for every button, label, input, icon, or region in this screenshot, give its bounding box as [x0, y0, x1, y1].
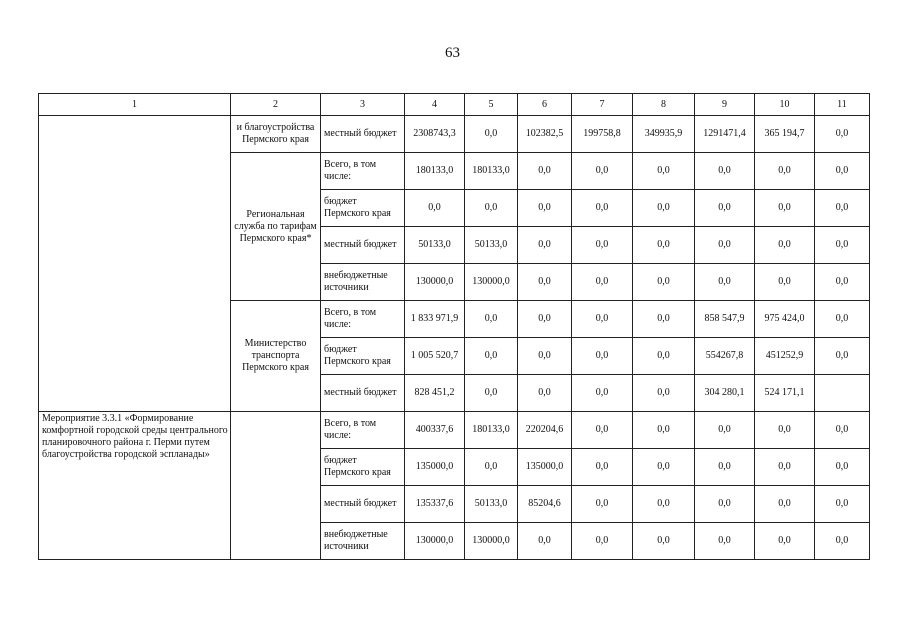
- value-cell: 0,0: [572, 227, 633, 264]
- value-cell: 0,0: [695, 264, 755, 301]
- executor-cell: и благоустройства Пермского края: [231, 116, 321, 153]
- value-cell: [815, 375, 870, 412]
- value-cell: 0,0: [815, 523, 870, 560]
- budget-table: [38, 93, 870, 560]
- value-cell: 0,0: [465, 116, 518, 153]
- value-cell: 0,0: [633, 523, 695, 560]
- value-cell: 0,0: [572, 153, 633, 190]
- value-cell: 0,0: [815, 412, 870, 449]
- value-cell: 0,0: [755, 153, 815, 190]
- column-header-1: 1: [39, 94, 231, 116]
- value-cell: 0,0: [815, 338, 870, 375]
- value-cell: 0,0: [633, 486, 695, 523]
- value-cell: 0,0: [695, 523, 755, 560]
- value-cell: 0,0: [518, 523, 572, 560]
- value-cell: 0,0: [755, 190, 815, 227]
- column-header-6: 6: [518, 94, 572, 116]
- funding-source-cell: местный бюджет: [321, 116, 405, 153]
- column-header-11: 11: [815, 94, 870, 116]
- column-header-2: 2: [231, 94, 321, 116]
- value-cell: 0,0: [695, 227, 755, 264]
- value-cell: 0,0: [755, 523, 815, 560]
- column-header-4: 4: [405, 94, 465, 116]
- value-cell: 0,0: [815, 227, 870, 264]
- value-cell: 0,0: [518, 301, 572, 338]
- value-cell: 1291471,4: [695, 116, 755, 153]
- column-header-5: 5: [465, 94, 518, 116]
- value-cell: 0,0: [518, 190, 572, 227]
- value-cell: 0,0: [518, 338, 572, 375]
- funding-source-cell: бюджет Пермского края: [321, 338, 405, 375]
- value-cell: 135337,6: [405, 486, 465, 523]
- value-cell: 400337,6: [405, 412, 465, 449]
- value-cell: 0,0: [633, 301, 695, 338]
- value-cell: 130000,0: [405, 264, 465, 301]
- value-cell: 858 547,9: [695, 301, 755, 338]
- column-header-10: 10: [755, 94, 815, 116]
- funding-source-cell: внебюджетные источники: [321, 523, 405, 560]
- value-cell: 130000,0: [405, 523, 465, 560]
- column-header-8: 8: [633, 94, 695, 116]
- value-cell: 1 833 971,9: [405, 301, 465, 338]
- value-cell: 135000,0: [518, 449, 572, 486]
- value-cell: 0,0: [633, 153, 695, 190]
- value-cell: 0,0: [755, 264, 815, 301]
- value-cell: 524 171,1: [755, 375, 815, 412]
- value-cell: 365 194,7: [755, 116, 815, 153]
- value-cell: 0,0: [572, 486, 633, 523]
- value-cell: 0,0: [633, 338, 695, 375]
- value-cell: 0,0: [465, 375, 518, 412]
- executor-cell: Министерство транспорта Пермского края: [231, 301, 321, 412]
- value-cell: 0,0: [755, 486, 815, 523]
- header-row: [39, 94, 870, 116]
- value-cell: 135000,0: [405, 449, 465, 486]
- page-number: 63: [445, 45, 460, 61]
- value-cell: 0,0: [405, 190, 465, 227]
- value-cell: 0,0: [465, 338, 518, 375]
- value-cell: 180133,0: [465, 412, 518, 449]
- value-cell: 0,0: [518, 375, 572, 412]
- value-cell: 0,0: [633, 449, 695, 486]
- value-cell: 0,0: [518, 227, 572, 264]
- funding-source-cell: местный бюджет: [321, 227, 405, 264]
- value-cell: 0,0: [465, 449, 518, 486]
- value-cell: 0,0: [572, 338, 633, 375]
- value-cell: 828 451,2: [405, 375, 465, 412]
- value-cell: 50133,0: [465, 486, 518, 523]
- value-cell: 0,0: [815, 264, 870, 301]
- value-cell: 0,0: [465, 301, 518, 338]
- value-cell: 0,0: [815, 301, 870, 338]
- funding-source-cell: местный бюджет: [321, 375, 405, 412]
- value-cell: 0,0: [815, 449, 870, 486]
- value-cell: 0,0: [695, 412, 755, 449]
- value-cell: 0,0: [572, 449, 633, 486]
- value-cell: 0,0: [572, 375, 633, 412]
- value-cell: 0,0: [815, 190, 870, 227]
- value-cell: 0,0: [572, 301, 633, 338]
- value-cell: 0,0: [633, 375, 695, 412]
- value-cell: 2308743,3: [405, 116, 465, 153]
- value-cell: 0,0: [755, 227, 815, 264]
- value-cell: 102382,5: [518, 116, 572, 153]
- column-header-3: 3: [321, 94, 405, 116]
- table-row: [39, 116, 870, 153]
- executor-cell: Региональная служба по тарифам Пермского края*: [231, 153, 321, 301]
- value-cell: 0,0: [572, 264, 633, 301]
- value-cell: 0,0: [695, 449, 755, 486]
- value-cell: 0,0: [572, 412, 633, 449]
- value-cell: 199758,8: [572, 116, 633, 153]
- value-cell: 0,0: [695, 486, 755, 523]
- value-cell: 0,0: [518, 153, 572, 190]
- value-cell: 0,0: [633, 264, 695, 301]
- executor-cell: [231, 412, 321, 560]
- funding-source-cell: бюджет Пермского края: [321, 190, 405, 227]
- column-header-7: 7: [572, 94, 633, 116]
- funding-source-cell: внебюджетные источники: [321, 264, 405, 301]
- value-cell: 0,0: [695, 153, 755, 190]
- value-cell: 85204,6: [518, 486, 572, 523]
- value-cell: 0,0: [572, 523, 633, 560]
- value-cell: 0,0: [815, 116, 870, 153]
- value-cell: 180133,0: [405, 153, 465, 190]
- value-cell: 130000,0: [465, 264, 518, 301]
- value-cell: 180133,0: [465, 153, 518, 190]
- value-cell: 0,0: [755, 449, 815, 486]
- value-cell: 975 424,0: [755, 301, 815, 338]
- value-cell: 50133,0: [405, 227, 465, 264]
- value-cell: 50133,0: [465, 227, 518, 264]
- value-cell: 349935,9: [633, 116, 695, 153]
- value-cell: 220204,6: [518, 412, 572, 449]
- value-cell: 0,0: [755, 412, 815, 449]
- value-cell: 1 005 520,7: [405, 338, 465, 375]
- funding-source-cell: Всего, в том числе:: [321, 412, 405, 449]
- value-cell: 0,0: [518, 264, 572, 301]
- column-header-9: 9: [695, 94, 755, 116]
- activity-cell: [39, 116, 231, 412]
- value-cell: 0,0: [815, 153, 870, 190]
- value-cell: 0,0: [633, 190, 695, 227]
- funding-source-cell: местный бюджет: [321, 486, 405, 523]
- value-cell: 554267,8: [695, 338, 755, 375]
- value-cell: 0,0: [633, 227, 695, 264]
- value-cell: 0,0: [572, 190, 633, 227]
- value-cell: 0,0: [815, 486, 870, 523]
- value-cell: 0,0: [633, 412, 695, 449]
- value-cell: 0,0: [465, 190, 518, 227]
- activity-cell: Мероприятие 3.3.1 «Формирование комфортной городской среды центрального планировочного района г. Перми путем благоустройства городской эспланады»: [39, 412, 231, 560]
- funding-source-cell: бюджет Пермского края: [321, 449, 405, 486]
- value-cell: 304 280,1: [695, 375, 755, 412]
- funding-source-cell: Всего, в том числе:: [321, 153, 405, 190]
- funding-source-cell: Всего, в том числе:: [321, 301, 405, 338]
- value-cell: 0,0: [695, 190, 755, 227]
- table-row: [39, 412, 870, 449]
- value-cell: 451252,9: [755, 338, 815, 375]
- value-cell: 130000,0: [465, 523, 518, 560]
